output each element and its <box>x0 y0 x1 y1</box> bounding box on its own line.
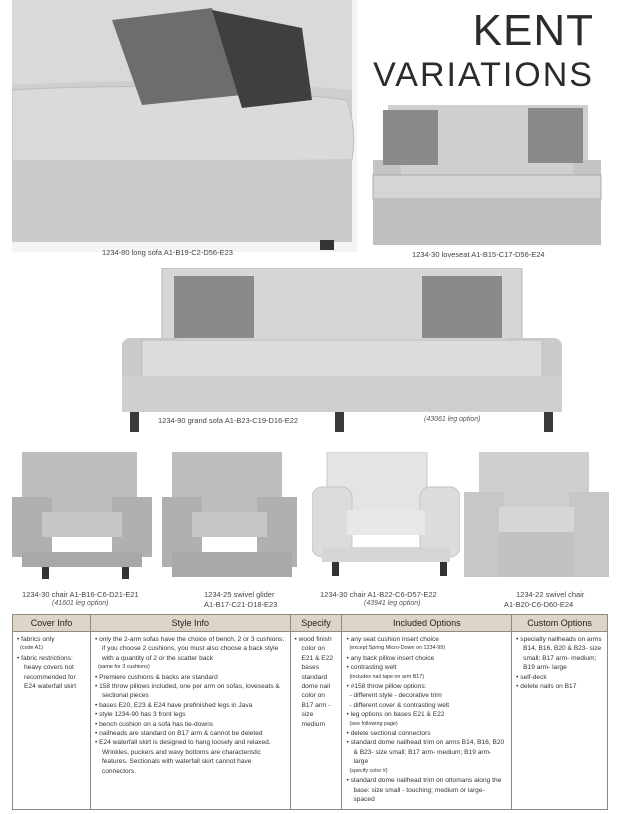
column-header: Cover Info <box>13 615 91 632</box>
list-item: (specify color #) <box>349 767 388 774</box>
table-row <box>13 632 608 810</box>
product-caption: A1-B17-C21-D18-E23 <box>204 600 278 609</box>
custom-options-cell <box>512 632 608 810</box>
product-caption: A1-B20-C6-D60-E24 <box>504 600 574 609</box>
list-item: • fabric restrictions: heavy covers not recommended for E24 waterfall skirt <box>17 654 86 692</box>
included-options-cell <box>342 632 512 810</box>
leg-option-note: (43941 leg option) <box>364 600 421 607</box>
style-info-cell <box>90 632 290 810</box>
specify-cell <box>290 632 342 810</box>
list-item: • delete sectional connectors <box>346 729 507 738</box>
list-item: • 158 throw pillows included, one per arm on sofas, loveseats & sectional pieces <box>95 682 286 701</box>
chair-photo-2 <box>162 452 302 582</box>
product-caption: 1234-22 swivel chair <box>516 590 585 599</box>
column-header: Included Options <box>342 615 512 632</box>
page-title: KENT <box>472 6 594 55</box>
list-item: • #158 throw pillow options: <box>346 682 507 691</box>
product-caption: 1234-30 chair A1-B22-C6-D57-E22 <box>320 590 437 599</box>
list-item: (includes nail tape on arm B17) <box>349 673 425 680</box>
table-header-row <box>13 615 608 632</box>
cover-info-cell <box>13 632 91 810</box>
leg-option-note: (43061 leg option) <box>424 416 481 423</box>
loveseat-photo <box>368 100 604 250</box>
list-item: (same for 3 cushions) <box>97 664 150 671</box>
column-header: Specify <box>290 615 342 632</box>
list-item: • only the 2-arm sofas have the choice of bench, 2 or 3 cushions; if you choose 2 cushions, you must also choose a back style with a quantity of 2 or the scatter back <box>95 635 286 663</box>
list-item: • self-deck <box>516 673 603 682</box>
grand-sofa-photo <box>122 268 562 438</box>
list-item: • Premiere cushions & backs are standard <box>95 673 286 682</box>
product-caption: 1234-25 swivel glider <box>204 590 275 599</box>
list-item: • standard dome nailhead trim on arms B14, B16, B20 & B23- size small; B17 arm- medium; B19 arm- large <box>346 738 507 766</box>
list-item: • style 1234-90 has 3 front legs <box>95 710 286 719</box>
list-item: • delete nails on B17 <box>516 682 603 691</box>
list-item: (see following page) <box>349 720 398 727</box>
chair-photo-1 <box>12 452 152 582</box>
list-item: • wood finish color on E21 & E22 bases standard dome nail color on B17 arm - size medium <box>295 635 338 729</box>
list-item: - different style - decorative trim <box>349 692 442 700</box>
list-item: • nailheads are standard on B17 arm & cannot be deleted <box>95 729 286 738</box>
list-item: • any seat cushion insert choice <box>346 635 507 644</box>
column-header: Custom Options <box>512 615 608 632</box>
product-caption: 1234-30 chair A1-B16-C6-D21-E21 <box>22 590 139 599</box>
list-item: (code A1) <box>20 645 44 652</box>
list-item: (except Spring Micro-Down on 1234-99) <box>349 645 446 652</box>
list-item: • standard dome nailhead trim on ottomans along the base: size small - touching; medium or large- spaced <box>346 776 507 804</box>
chair-photo-3 <box>312 452 460 582</box>
list-item: • bench cushion on a sofa has tie-downs <box>95 720 286 729</box>
page-subtitle: VARIATIONS <box>373 56 594 94</box>
product-caption: 1234-90 grand sofa A1-B23-C19-D16-E22 <box>158 416 299 425</box>
chair-photo-4 <box>464 452 610 582</box>
list-item: • contrasting welt <box>346 663 507 672</box>
list-item: • E24 waterfall skirt is designed to hang loosely and relaxed. Wrinkles, puckers and wavy bottoms are characteristic features. Sectionals with waterfall skirt cannot have connectors. <box>95 738 286 776</box>
list-item: • leg options on bases E21 & E22 <box>346 710 507 719</box>
leg-option-note: (41601 leg option) <box>52 600 109 607</box>
column-header: Style Info <box>90 615 290 632</box>
list-item: - different cover & contrasting welt <box>349 701 450 709</box>
product-caption: 1234-80 long sofa A1-B19-C2-D56-E23 <box>102 248 233 257</box>
list-item: • fabrics only <box>17 635 86 644</box>
list-item: • any back pillow insert choice <box>346 654 507 663</box>
options-table <box>12 614 608 810</box>
long-sofa-photo <box>12 0 357 252</box>
product-caption: 1234-30 loveseat A1-B15-C17-D56-E24 <box>412 250 545 259</box>
list-item: • specialty nailheads on arms B14, B16, B20 & B23- size small; B17 arm- medium; B19 arm- large <box>516 635 603 673</box>
list-item: • bases E20, E23 & E24 have prefinished legs in Java <box>95 701 286 710</box>
